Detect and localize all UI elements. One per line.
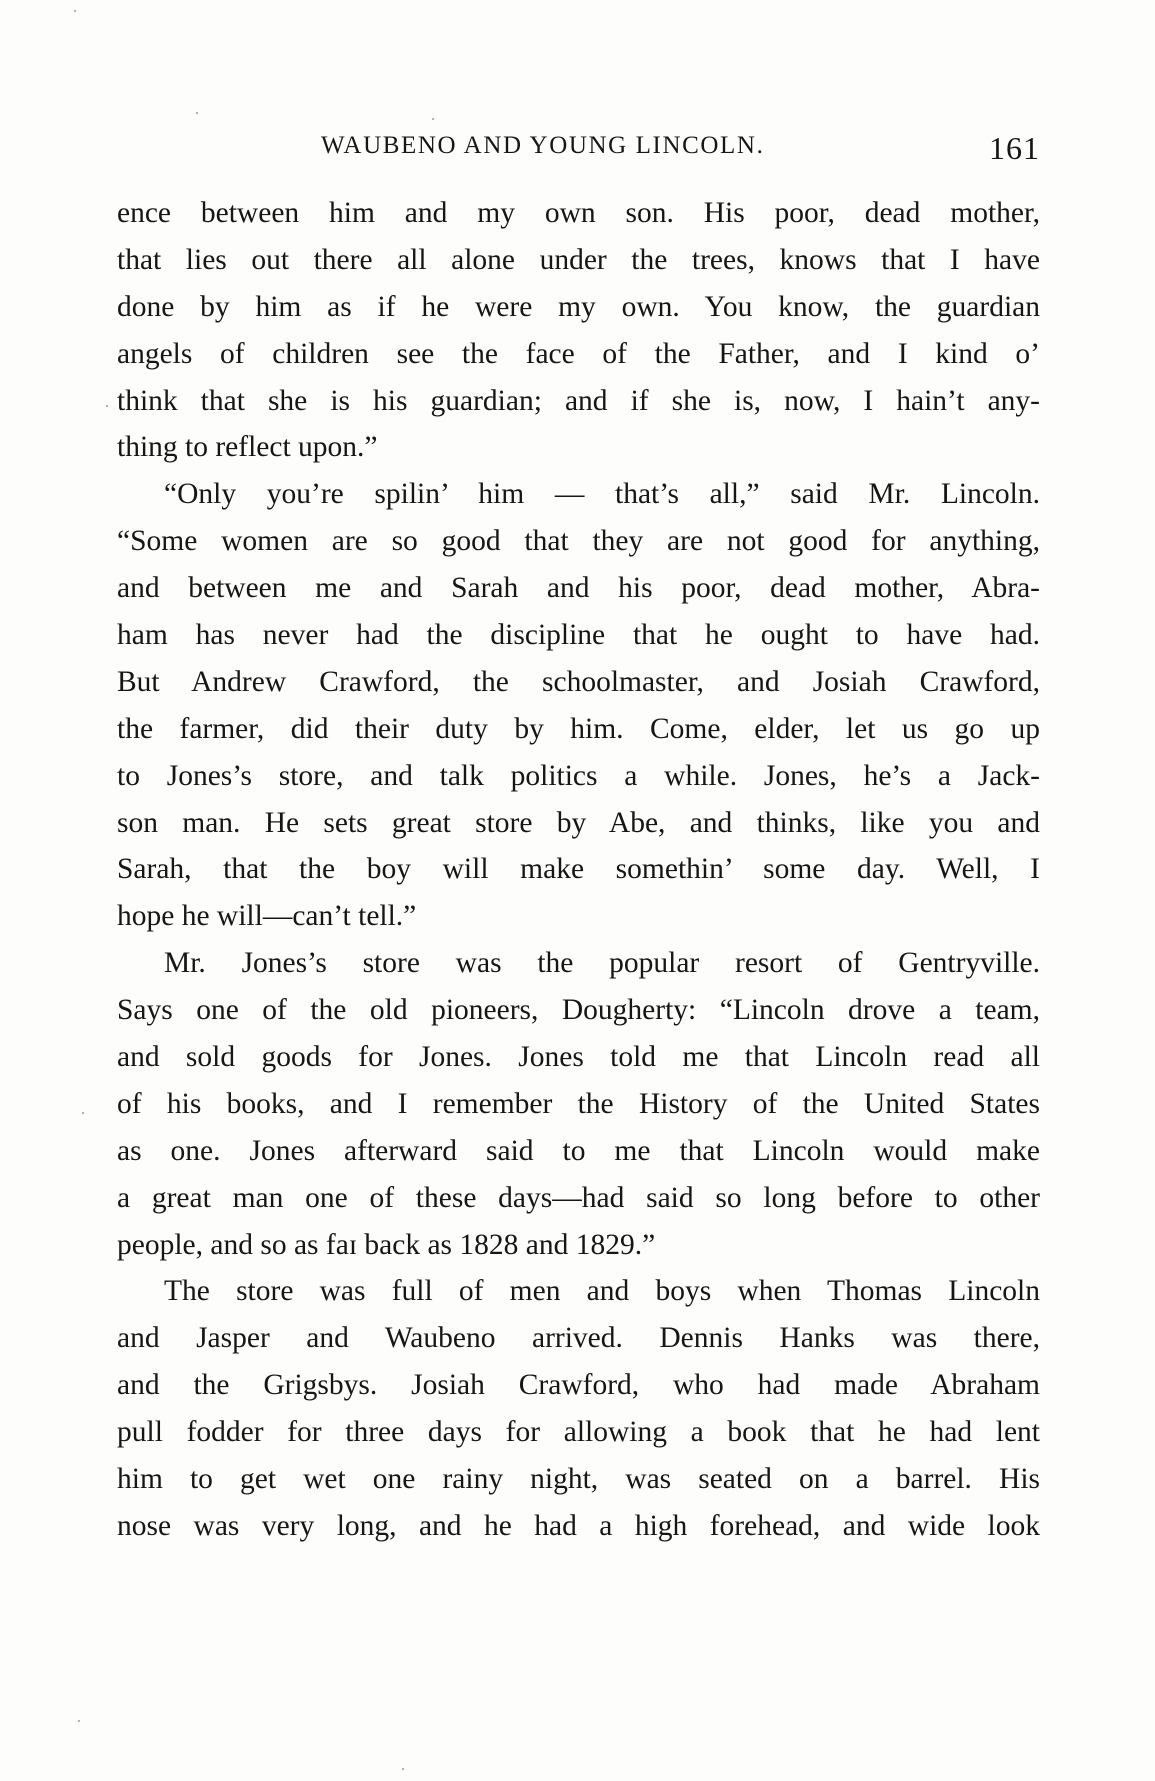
text-line: Mr. Jones’s store was the popular resort of Gentryville. [164, 947, 1040, 980]
text-line: ham has never had the discipline that he ought to have had. [117, 619, 1040, 652]
text-line: people, and so as faɪ back as 1828 and 1829.” [117, 1228, 656, 1261]
text-line: that lies out there all alone under the trees, knows that I have [117, 243, 1040, 276]
text-line: son man. He sets great store by Abe, and thinks, like you and [117, 806, 1040, 839]
running-head [117, 130, 1040, 170]
text-line: of his books, and I remember the History of the United States [117, 1087, 1040, 1120]
text-line: angels of children see the face of the Father, and I kind o’ [117, 337, 1040, 370]
text-line: But Andrew Crawford, the schoolmaster, and Josiah Crawford, [117, 665, 1040, 698]
text-line: think that she is his guardian; and if she is, now, I hain’t any- [117, 384, 1040, 417]
text-line: and sold goods for Jones. Jones told me that Lincoln read all [117, 1041, 1040, 1074]
running-title: WAUBENO AND YOUNG LINCOLN. [321, 132, 765, 159]
text-line: hope he will—can’t tell.” [117, 900, 417, 933]
text-line: as one. Jones afterward said to me that Lincoln would make [117, 1134, 1040, 1167]
text-line: a great man one of these days—had said so long before to other [117, 1181, 1040, 1214]
scan-speck [82, 1112, 84, 1114]
text-line: “Some women are so good that they are not good for anything, [117, 525, 1040, 558]
text-line: and between me and Sarah and his poor, dead mother, Abra- [117, 572, 1040, 605]
scan-speck [196, 112, 198, 114]
page-number: 161 [989, 130, 1040, 166]
text-line: Says one of the old pioneers, Dougherty: “Lincoln drove a team, [117, 994, 1040, 1027]
text-line: ence between him and my own son. His poor, dead mother, [117, 197, 1040, 229]
scan-speck [432, 118, 434, 120]
text-line: Sarah, that the boy will make somethin’ some day. Well, I [117, 853, 1040, 886]
text-line: the farmer, did their duty by him. Come, elder, let us go up [117, 712, 1040, 745]
text-line: done by him as if he were my own. You know, the guardian [117, 290, 1040, 323]
text-line: to Jones’s store, and talk politics a while. Jones, he’s a Jack- [117, 759, 1040, 792]
body-text [117, 190, 1040, 1550]
text-line: nose was very long, and he had a high forehead, and wide look [117, 1509, 1040, 1542]
text-line: and the Grigsbys. Josiah Crawford, who had made Abraham [117, 1369, 1040, 1402]
scan-speck [402, 1768, 404, 1770]
scan-speck [106, 405, 108, 407]
text-line: him to get wet one rainy night, was seated on a barrel. His [117, 1463, 1040, 1496]
text-line: The store was full of men and boys when Thomas Lincoln [164, 1275, 1040, 1308]
scan-speck [78, 1720, 80, 1722]
text-line: and Jasper and Waubeno arrived. Dennis Hanks was there, [117, 1322, 1040, 1355]
scan-speck [74, 10, 76, 12]
text-line: pull fodder for three days for allowing a book that he had lent [117, 1416, 1040, 1449]
text-line: thing to reflect upon.” [117, 431, 378, 464]
text-line: “Only you’re spilin’ him — that’s all,” said Mr. Lincoln. [164, 478, 1040, 511]
